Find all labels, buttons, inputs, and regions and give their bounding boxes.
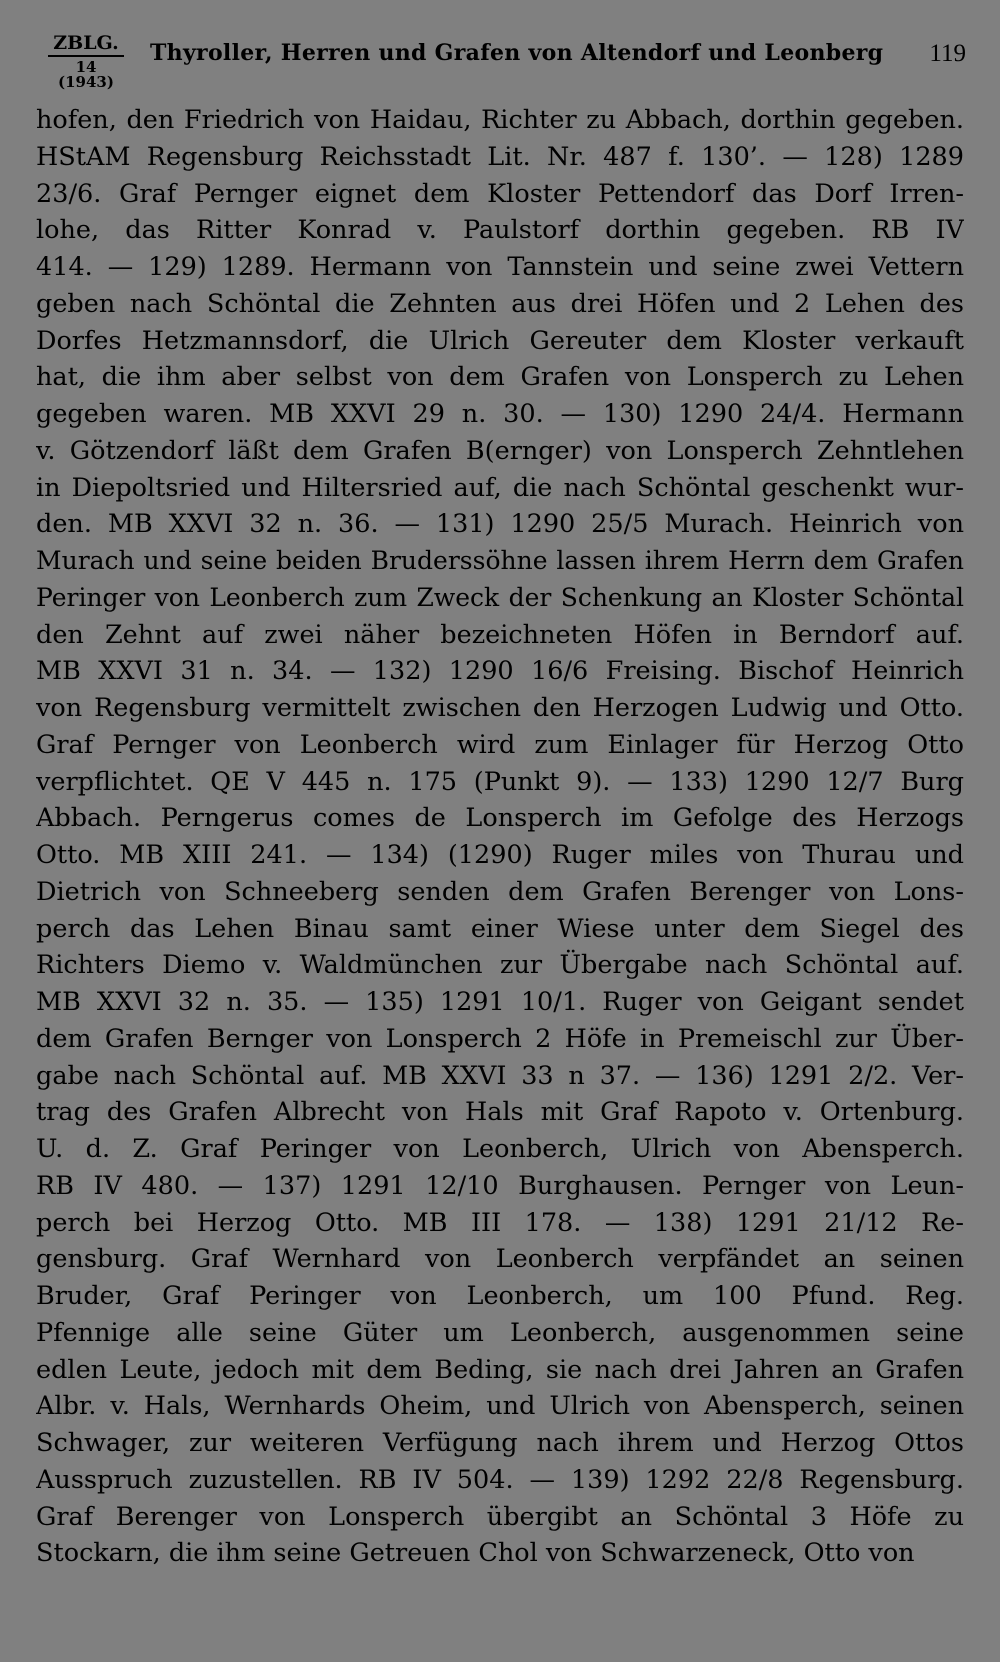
- body-text: [36, 102, 964, 1572]
- text-line: Peringer von Leonberch zum Zweck der Schenkung an Kloster Schöntal: [36, 582, 964, 612]
- text-line: 23/6. Graf Pernger eignet dem Kloster Pettendorf das Dorf Irren-: [36, 178, 964, 209]
- page-number: 119: [929, 40, 966, 67]
- text-line: Bruder, Graf Peringer von Leonberch, um 100 Pfund. Reg.: [36, 1281, 964, 1311]
- text-line: MB XXVI 32 n. 35. — 135) 1291 10/1. Ruger von Geigant sendet: [36, 987, 964, 1017]
- text-line: MB XXVI 31 n. 34. — 132) 1290 16/6 Freising. Bischof Heinrich: [36, 656, 964, 687]
- text-line: Albr. v. Hals, Wernhards Oheim, und Ulrich von Abensperch, seinen: [36, 1391, 964, 1422]
- text-line: den. MB XXVI 32 n. 36. — 131) 1290 25/5 Murach. Heinrich von: [36, 509, 964, 540]
- text-line: Dorfes Hetzmannsdorf, die Ulrich Gereuter dem Kloster verkauft: [36, 325, 964, 356]
- text-line: Dietrich von Schneeberg senden dem Grafen Berenger von Lons-: [36, 876, 964, 907]
- text-line: dem Grafen Bernger von Lonsperch 2 Höfe in Premeischl zur Über-: [36, 1023, 964, 1054]
- text-line: von Regensburg vermittelt zwischen den Herzogen Ludwig und Otto.: [36, 693, 964, 723]
- text-line: in Diepoltsried und Hiltersried auf, die nach Schöntal geschenkt wur-: [36, 472, 964, 503]
- journal-citation: [48, 34, 124, 90]
- running-title: Thyroller, Herren und Grafen von Altendorf und Leonberg: [150, 40, 884, 66]
- text-line: Schwager, zur weiteren Verfügung nach ihrem und Herzog Ottos: [36, 1428, 964, 1458]
- text-line: gabe nach Schöntal auf. MB XXVI 33 n 37. — 136) 1291 2/2. Ver-: [36, 1060, 964, 1091]
- text-line: U. d. Z. Graf Peringer von Leonberch, Ulrich von Abensperch.: [36, 1134, 964, 1164]
- text-line: hofen, den Friedrich von Haidau, Richter zu Abbach, dorthin gegeben.: [36, 105, 964, 135]
- text-line: Pfennige alle seine Güter um Leonberch, ausgenommen seine: [36, 1317, 964, 1348]
- text-line: gegeben waren. MB XXVI 29 n. 30. — 130) 1290 24/4. Hermann: [36, 399, 964, 429]
- text-line: gensburg. Graf Wernhard von Leonberch verpfändet an seinen: [36, 1244, 964, 1275]
- text-line: perch das Lehen Binau samt einer Wiese unter dem Siegel des: [36, 913, 964, 944]
- text-line: v. Götzendorf läßt dem Grafen B(ernger) von Lonsperch Zehntlehen: [36, 435, 964, 466]
- text-line: Graf Pernger von Leonberch wird zum Einlager für Herzog Otto: [36, 729, 964, 760]
- text-line: HStAM Regensburg Reichsstadt Lit. Nr. 487 f. 130’. — 128) 1289: [36, 141, 964, 172]
- text-line: geben nach Schöntal die Zehnten aus drei Höfen und 2 Lehen des: [36, 288, 964, 319]
- text-line: lohe, das Ritter Konrad v. Paulstorf dorthin gegeben. RB IV: [36, 215, 964, 246]
- page-header: [44, 32, 966, 91]
- text-line: verpflichtet. QE V 445 n. 175 (Punkt 9). — 133) 1290 12/7 Burg: [36, 766, 964, 797]
- text-line: Abbach. Perngerus comes de Lonsperch im Gefolge des Herzogs: [36, 803, 964, 834]
- text-line: Richters Diemo v. Waldmünchen zur Übergabe nach Schöntal auf.: [36, 950, 964, 981]
- text-line: den Zehnt auf zwei näher bezeichneten Höfen in Berndorf auf.: [36, 619, 964, 650]
- text-line: RB IV 480. — 137) 1291 12/10 Burghausen. Pernger von Leun-: [36, 1170, 964, 1201]
- journal-abbreviation: ZBLG.: [48, 34, 124, 57]
- text-line: 414. — 129) 1289. Hermann von Tannstein und seine zwei Vettern: [36, 252, 964, 282]
- text-line: Murach und seine beiden Bruderssöhne lassen ihrem Herrn dem Grafen: [36, 546, 964, 575]
- text-line: Stockarn, die ihm seine Getreuen Chol von Schwarzeneck, Otto von: [36, 1538, 915, 1569]
- text-line: edlen Leute, jedoch mit dem Beding, sie nach drei Jahren an Grafen: [36, 1354, 964, 1385]
- text-line: Otto. MB XIII 241. — 134) (1290) Ruger miles von Thurau und: [36, 840, 964, 870]
- text-line: Graf Berenger von Lonsperch übergibt an Schöntal 3 Höfe zu: [36, 1501, 964, 1532]
- text-line: perch bei Herzog Otto. MB III 178. — 138) 1291 21/12 Re-: [36, 1207, 964, 1238]
- journal-volume: 14 (1943): [58, 58, 114, 91]
- text-line: Ausspruch zuzustellen. RB IV 504. — 139) 1292 22/8 Regensburg.: [36, 1464, 964, 1495]
- text-line: hat, die ihm aber selbst von dem Grafen von Lonsperch zu Lehen: [36, 362, 964, 393]
- text-line: trag des Grafen Albrecht von Hals mit Graf Rapoto v. Ortenburg.: [36, 1097, 964, 1128]
